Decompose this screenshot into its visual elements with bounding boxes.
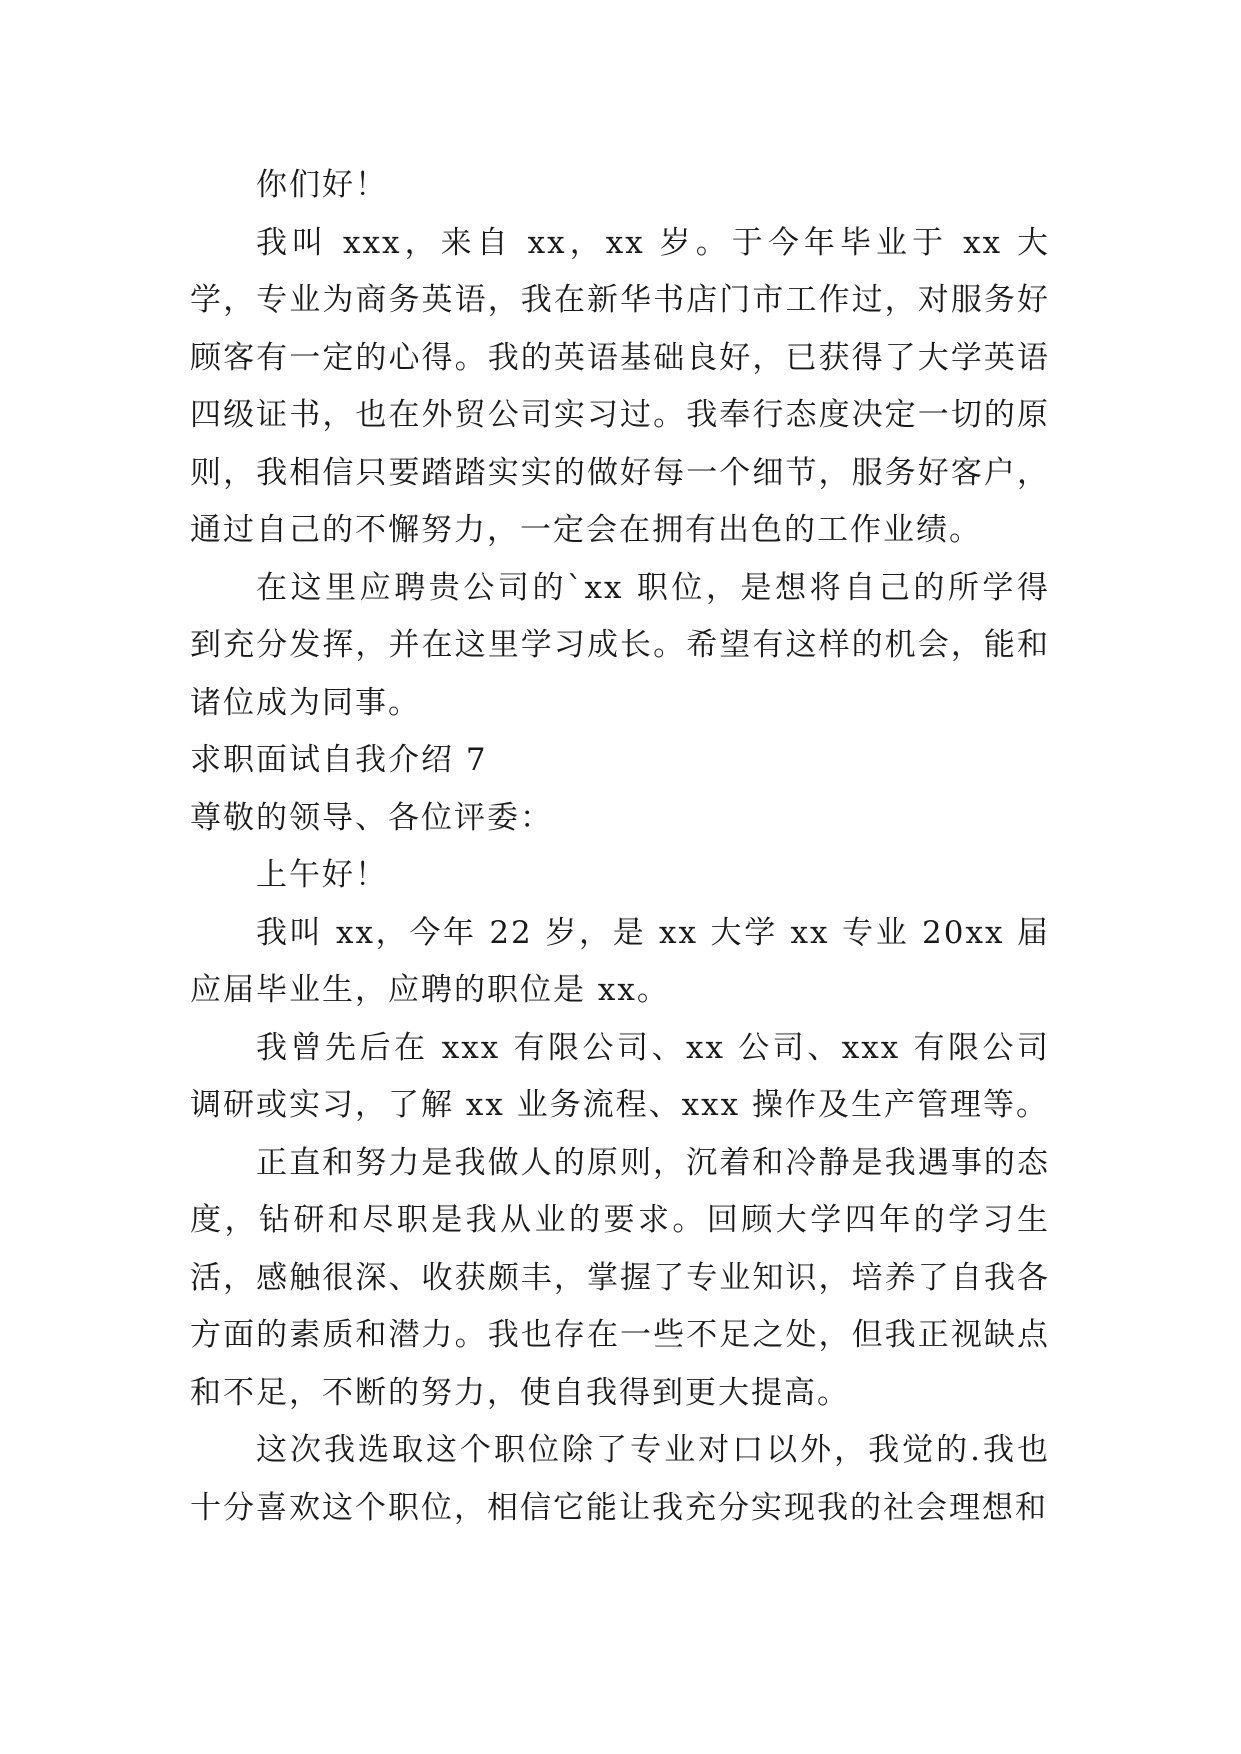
- salutation-line: 尊敬的领导、各位评委：: [190, 799, 553, 836]
- document-body: [190, 157, 1050, 1537]
- application-paragraph: 在这里应聘贵公司的`xx 职位，是想将自己的所学得到充分发挥，并在这里学习成长。希望有这样的机会，能和诸位成为同事。: [190, 569, 1050, 721]
- motivation-paragraph: 这次我选取这个职位除了专业对口以外，我觉的.我也十分喜欢这个职位，相信它能让我充分实现我的社会理想和: [190, 1432, 1050, 1526]
- intro-paragraph-2: 我叫 xx，今年 22 岁，是 xx 大学 xx 专业 20xx 届应届毕业生，应聘的职位是 xx。: [190, 914, 1050, 1008]
- intro-paragraph: 我叫 xxx，来自 xx，xx 岁。于今年毕业于 xx 大学，专业为商务英语，我在新华书店门市工作过，对服务好顾客有一定的心得。我的英语基础良好，已获得了大学英语四级证书，也在外贸公司实习过。我奉行态度决定一切的原则，我相信只要踏踏实实的做好每一个细节，服务好客户，通过自己的不懈努力，一定会在拥有出色的工作业绩。: [190, 224, 1050, 548]
- experience-paragraph: 我曾先后在 xxx 有限公司、xx 公司、xxx 有限公司调研或实习，了解 xx 业务流程、xxx 操作及生产管理等。: [190, 1029, 1050, 1123]
- greeting-paragraph: 你们好！: [256, 167, 388, 203]
- principles-paragraph: 正直和努力是我做人的原则，沉着和冷静是我遇事的态度，钻研和尽职是我从业的要求。回顾大学四年的学习生活，感触很深、收获颇丰，掌握了专业知识，培养了自我各方面的素质和潜力。我也存在一些不足之处，但我正视缺点和不足，不断的努力，使自我得到更大提高。: [190, 1144, 1050, 1411]
- greeting-paragraph-2: 上午好！: [256, 857, 388, 893]
- section-heading: 求职面试自我介绍 7: [190, 742, 488, 778]
